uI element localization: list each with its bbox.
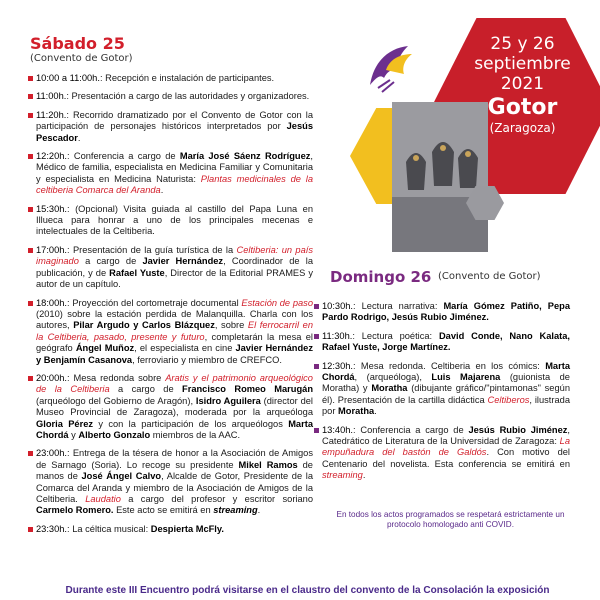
event-name: Despierta McFly. bbox=[150, 523, 224, 534]
event-text: : Lectura narrativa: bbox=[353, 301, 444, 311]
schedule-item bbox=[314, 301, 570, 324]
event-text: , Médico de familia, especialista en Medicina Familiar y Comunitaria y especialista en Medicina Naturista: bbox=[36, 151, 313, 184]
event-title: La empuñadura del bastón de Galdós bbox=[322, 436, 570, 458]
event-text: , Catedrático de Literatura de la Universidad de Zaragoza: bbox=[322, 424, 570, 447]
schedule-item bbox=[28, 448, 313, 516]
event-text: y con la participación de los arqueólogos bbox=[93, 418, 289, 429]
dates-month: septiembre bbox=[474, 54, 571, 74]
schedule-item bbox=[314, 361, 570, 418]
event-title: Estación de paso bbox=[241, 297, 313, 308]
event-time: 18:00h. bbox=[36, 297, 68, 308]
schedule-item bbox=[28, 204, 313, 238]
dates-days: 25 y 26 bbox=[490, 34, 555, 54]
event-title: streaming bbox=[322, 470, 363, 481]
event-name: María Gómez Patiño, Pepa Pardo Rodrigo, Jesús Rubio Jiménez. bbox=[322, 301, 570, 323]
event-title: Celtiberos bbox=[487, 394, 530, 405]
event-title: Laudatio bbox=[85, 494, 121, 504]
schedule-item bbox=[314, 425, 570, 482]
event-text: . bbox=[374, 406, 377, 417]
schedule-item bbox=[314, 331, 570, 354]
event-text: . bbox=[160, 185, 164, 196]
event-text: : Mesa redonda sobre bbox=[67, 372, 166, 383]
event-text: : Conferencia a cargo de bbox=[353, 424, 469, 435]
event-name: José Ángel Calvo bbox=[81, 471, 162, 482]
covid-note: En todos los actos programados se respetará estrictamente un protocolo homologado anti COVID. bbox=[336, 510, 565, 529]
event-title: El ferrocarril en la Celtiberia, pasado, presente y futuro bbox=[36, 320, 313, 342]
schedule-item bbox=[28, 110, 313, 144]
event-time: 11:20h. bbox=[36, 109, 67, 120]
event-text: , (arqueóloga), bbox=[354, 372, 432, 383]
sunday-title: Domingo 26 bbox=[330, 268, 432, 286]
schedule-item bbox=[28, 151, 313, 197]
schedule-item bbox=[28, 373, 313, 441]
event-name: Javier Hernández bbox=[142, 256, 224, 267]
schedule-item bbox=[28, 524, 313, 535]
event-text: , ilustrada por bbox=[322, 394, 571, 417]
event-name: Jesús Rubio Jiménez bbox=[468, 424, 568, 435]
event-text: de manos de bbox=[36, 459, 313, 482]
event-name: Moratha bbox=[371, 383, 408, 394]
event-text: , Coordinador de la publicación, y de bbox=[36, 256, 313, 278]
event-time: 12:20h. bbox=[36, 151, 68, 162]
event-time: 13:40h. bbox=[322, 424, 354, 435]
sunday-events bbox=[314, 301, 570, 489]
event-time: 15:30h. bbox=[36, 203, 68, 214]
event-time: 10:30h. bbox=[322, 301, 354, 311]
event-text: , el especialista en cine bbox=[134, 343, 236, 354]
schedule-item bbox=[28, 91, 313, 102]
event-dates bbox=[440, 34, 600, 136]
event-text: y bbox=[68, 429, 79, 440]
event-text: (2010) sobre la estación perdida de Malanquilla. Charla con los autores, bbox=[36, 308, 313, 331]
event-time: 17:00h. bbox=[36, 244, 68, 255]
horse-logo-icon bbox=[360, 40, 420, 95]
saturday-events bbox=[28, 73, 313, 542]
event-text: : Lectura poética: bbox=[352, 330, 439, 341]
event-text: . bbox=[362, 470, 366, 481]
event-name: Marta Chordá bbox=[322, 360, 570, 383]
schedule-item bbox=[28, 73, 313, 84]
event-text: : Recorrido dramatizado por el Convento de Gotor con la participación de personajes históricos interpretados por bbox=[36, 109, 313, 132]
event-text: (director del Museo Provincial de Zaragoza), moderada por la arqueóloga bbox=[36, 395, 313, 418]
event-time: 10:00 a 11:00h. bbox=[36, 73, 100, 83]
event-text: (guionista de Moratha) y bbox=[322, 372, 570, 394]
event-name: Rafael Yuste bbox=[109, 267, 165, 278]
event-text: (dibujante gráfico/"pintamonas" según él). Presentación de la cartilla didáctica bbox=[322, 383, 570, 405]
event-text: , Director de la Editorial PRAMES y autor de un capítulo. bbox=[36, 267, 313, 290]
event-time: 11:00h. bbox=[36, 91, 67, 102]
event-name: Francisco Romeo Marugán bbox=[182, 384, 313, 395]
event-name: streaming bbox=[213, 505, 258, 516]
event-time: 11:30h. bbox=[322, 330, 353, 341]
event-text: , Alcalde de Gotor, Presidente de la Comarca del Aranda y miembro de la Asociación de Amigos de la Celtiberia. bbox=[36, 471, 314, 504]
dates-place: Gotor bbox=[487, 95, 558, 120]
saturday-subtitle: (Convento de Gotor) bbox=[30, 53, 133, 64]
event-text: , sobre bbox=[214, 320, 248, 331]
event-title: Aratis y el patrimonio arqueológico de la Celtiberia bbox=[36, 372, 313, 395]
event-name: María José Sáenz Rodríguez bbox=[179, 151, 311, 162]
event-text: . Con motivo del Centenario del novelista. Esta conferencia se emitirá en bbox=[322, 447, 570, 469]
event-title: Plantas medicinales de la celtiberia Comarca del Aranda bbox=[36, 173, 313, 196]
event-name: Isidro Aguilera bbox=[195, 395, 261, 406]
event-name: Carmelo Romero. bbox=[36, 505, 114, 516]
event-name: Luis Majarena bbox=[431, 372, 501, 383]
event-text: : Entrega de la tésera de honor a la Asociación de Amigos de Sarnago (Soria). Lo recoge su presidente bbox=[36, 448, 313, 470]
event-text: a cargo de bbox=[109, 384, 183, 395]
event-time: 23:30h. bbox=[36, 523, 68, 534]
event-name: Pilar Argudo y Carlos Blázquez bbox=[73, 320, 215, 331]
dates-region: (Zaragoza) bbox=[489, 121, 556, 135]
event-text: , completarán la mesa el geógrafo bbox=[36, 331, 313, 354]
schedule-item bbox=[28, 298, 313, 366]
event-text: : Presentación a cargo de las autoridades y organizadores. bbox=[66, 91, 310, 102]
event-text: : Mesa redonda. Celtiberia en los cómics: bbox=[353, 360, 546, 371]
event-name: Marta Chordá bbox=[36, 418, 313, 440]
event-text: : Recepción e instalación de participantes. bbox=[99, 73, 275, 83]
event-name: Mikel Ramos bbox=[238, 459, 298, 470]
event-time: 12:30h. bbox=[322, 360, 354, 371]
event-text: Este acto se emitirá en bbox=[113, 505, 214, 516]
event-text: : Presentación de la guía turística de la bbox=[67, 244, 237, 255]
event-text: : (Opcional) Visita guiada al castillo del Papa Luna en Illueca para honrar a uno de los principales mecenas e intelectuales de la Celtiberia. bbox=[36, 203, 313, 237]
event-title: Celtiberia: un país imaginado bbox=[36, 244, 313, 267]
event-name: Javier Hernández y Benjamín Casanova bbox=[36, 343, 313, 365]
sunday-subtitle: (Convento de Gotor) bbox=[438, 271, 541, 282]
schedule-item bbox=[28, 245, 313, 291]
event-text: . bbox=[77, 132, 81, 143]
event-name: Gloria Pérez bbox=[36, 418, 94, 429]
saturday-title: Sábado 25 bbox=[30, 34, 125, 53]
event-time: 23:00h. bbox=[36, 448, 68, 459]
event-text: a cargo del profesor y escritor soriano bbox=[120, 494, 313, 504]
footer-text: Durante este III Encuentro podrá visitarse en el claustro del convento de la Consolación la exposición bbox=[65, 585, 550, 596]
event-text: . bbox=[257, 505, 261, 516]
event-text: , ferroviario y miembro de CREFCO. bbox=[132, 354, 282, 365]
event-text: : La céltica musical: bbox=[67, 523, 151, 534]
event-time: 20:00h. bbox=[36, 372, 68, 383]
dates-year: 2021 bbox=[500, 74, 545, 94]
event-text: a cargo de bbox=[78, 256, 143, 267]
event-text: miembros de la AAC. bbox=[150, 429, 241, 440]
event-name: Moratha bbox=[338, 406, 375, 417]
event-text: (arqueólogo del Gobierno de Aragón), bbox=[36, 395, 196, 406]
event-name: David Conde, Nano Kalata, Rafael Yuste, Jorge Martínez. bbox=[322, 330, 570, 353]
event-text: : Conferencia a cargo de bbox=[67, 151, 180, 162]
event-name: Alberto Gonzalo bbox=[78, 429, 151, 440]
event-text: : Proyección del cortometraje documental bbox=[67, 297, 242, 308]
event-name: Ángel Muñoz bbox=[75, 343, 135, 354]
event-name: Jesús Pescador bbox=[36, 121, 313, 143]
